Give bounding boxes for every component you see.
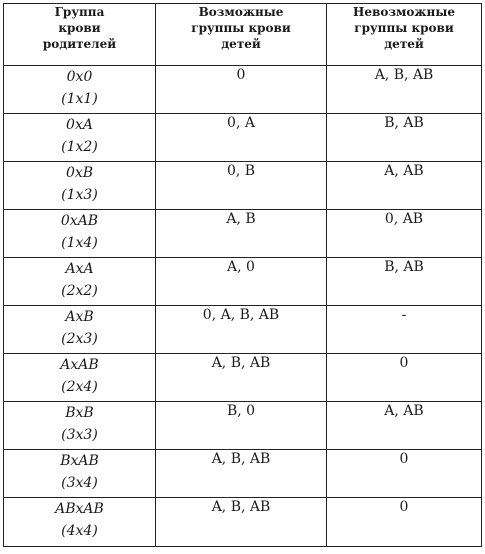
blood-type-table — [3, 3, 482, 547]
parents-cell — [4, 258, 156, 306]
table-header — [4, 4, 482, 66]
header-parents-line-1: Группа — [54, 5, 105, 19]
parents-combination: 0xB — [65, 165, 94, 181]
table-row — [4, 402, 482, 450]
possible-cell: 0 — [156, 66, 327, 114]
impossible-cell: B, AB — [327, 114, 482, 162]
header-impossible-line-1: Невозможные — [353, 5, 455, 19]
parents-code: (3x3) — [61, 427, 98, 443]
parents-combination: 0xA — [66, 117, 93, 133]
parents-cell — [4, 162, 156, 210]
possible-cell: A, B, AB — [156, 498, 327, 547]
table-row — [4, 306, 482, 354]
parents-cell — [4, 114, 156, 162]
table-row — [4, 114, 482, 162]
impossible-cell: 0, AB — [327, 210, 482, 258]
header-possible-line-1: Возможные — [198, 5, 284, 19]
parents-combination: BxB — [65, 405, 94, 421]
table-row — [4, 258, 482, 306]
table-body — [4, 66, 482, 547]
parents-code: (3x4) — [61, 475, 98, 491]
table-row — [4, 210, 482, 258]
parents-cell — [4, 498, 156, 547]
parents-code: (4x4) — [61, 523, 98, 539]
parents-combination: AxAB — [60, 357, 99, 373]
parents-cell — [4, 210, 156, 258]
impossible-cell: A, AB — [327, 402, 482, 450]
header-possible — [156, 4, 327, 66]
possible-cell: A, B — [156, 210, 327, 258]
impossible-cell: B, AB — [327, 258, 482, 306]
parents-code: (1x2) — [61, 139, 98, 155]
parents-code: (2x4) — [61, 379, 98, 395]
header-parents-line-3: родителей — [42, 37, 117, 51]
parents-cell — [4, 354, 156, 402]
parents-combination: ABxAB — [55, 501, 104, 517]
possible-cell: A, B, AB — [156, 354, 327, 402]
table-row — [4, 498, 482, 547]
parents-code: (2x3) — [61, 331, 98, 347]
parents-code: (1x4) — [61, 235, 98, 251]
parents-cell — [4, 66, 156, 114]
header-parents-line-2: крови — [58, 21, 101, 35]
possible-cell: B, 0 — [156, 402, 327, 450]
header-parents — [4, 4, 156, 66]
table-row — [4, 162, 482, 210]
parents-combination: BxAB — [60, 453, 99, 469]
header-possible-line-2: группы крови — [191, 21, 291, 35]
header-impossible-line-3: детей — [384, 37, 424, 51]
header-impossible-line-2: группы крови — [354, 21, 454, 35]
parents-code: (2x2) — [61, 283, 98, 299]
possible-cell: 0, B — [156, 162, 327, 210]
table-row — [4, 354, 482, 402]
possible-cell: 0, A, B, AB — [156, 306, 327, 354]
impossible-cell: A, AB — [327, 162, 482, 210]
header-row — [4, 4, 482, 66]
parents-combination: AxA — [65, 261, 94, 277]
parents-combination: 0xAB — [60, 213, 99, 229]
parents-cell — [4, 402, 156, 450]
impossible-cell: 0 — [327, 498, 482, 547]
parents-combination: 0x0 — [66, 69, 93, 85]
impossible-cell: 0 — [327, 354, 482, 402]
impossible-cell: A, B, AB — [327, 66, 482, 114]
header-impossible — [327, 4, 482, 66]
header-possible-line-3: детей — [221, 37, 261, 51]
table-row — [4, 66, 482, 114]
possible-cell: A, 0 — [156, 258, 327, 306]
parents-cell — [4, 306, 156, 354]
table-row — [4, 450, 482, 498]
possible-cell: 0, A — [156, 114, 327, 162]
parents-combination: AxB — [65, 309, 94, 325]
possible-cell: A, B, AB — [156, 450, 327, 498]
impossible-cell: - — [327, 306, 482, 354]
parents-code: (1x1) — [61, 91, 98, 107]
parents-cell — [4, 450, 156, 498]
impossible-cell: 0 — [327, 450, 482, 498]
parents-code: (1x3) — [61, 187, 98, 203]
